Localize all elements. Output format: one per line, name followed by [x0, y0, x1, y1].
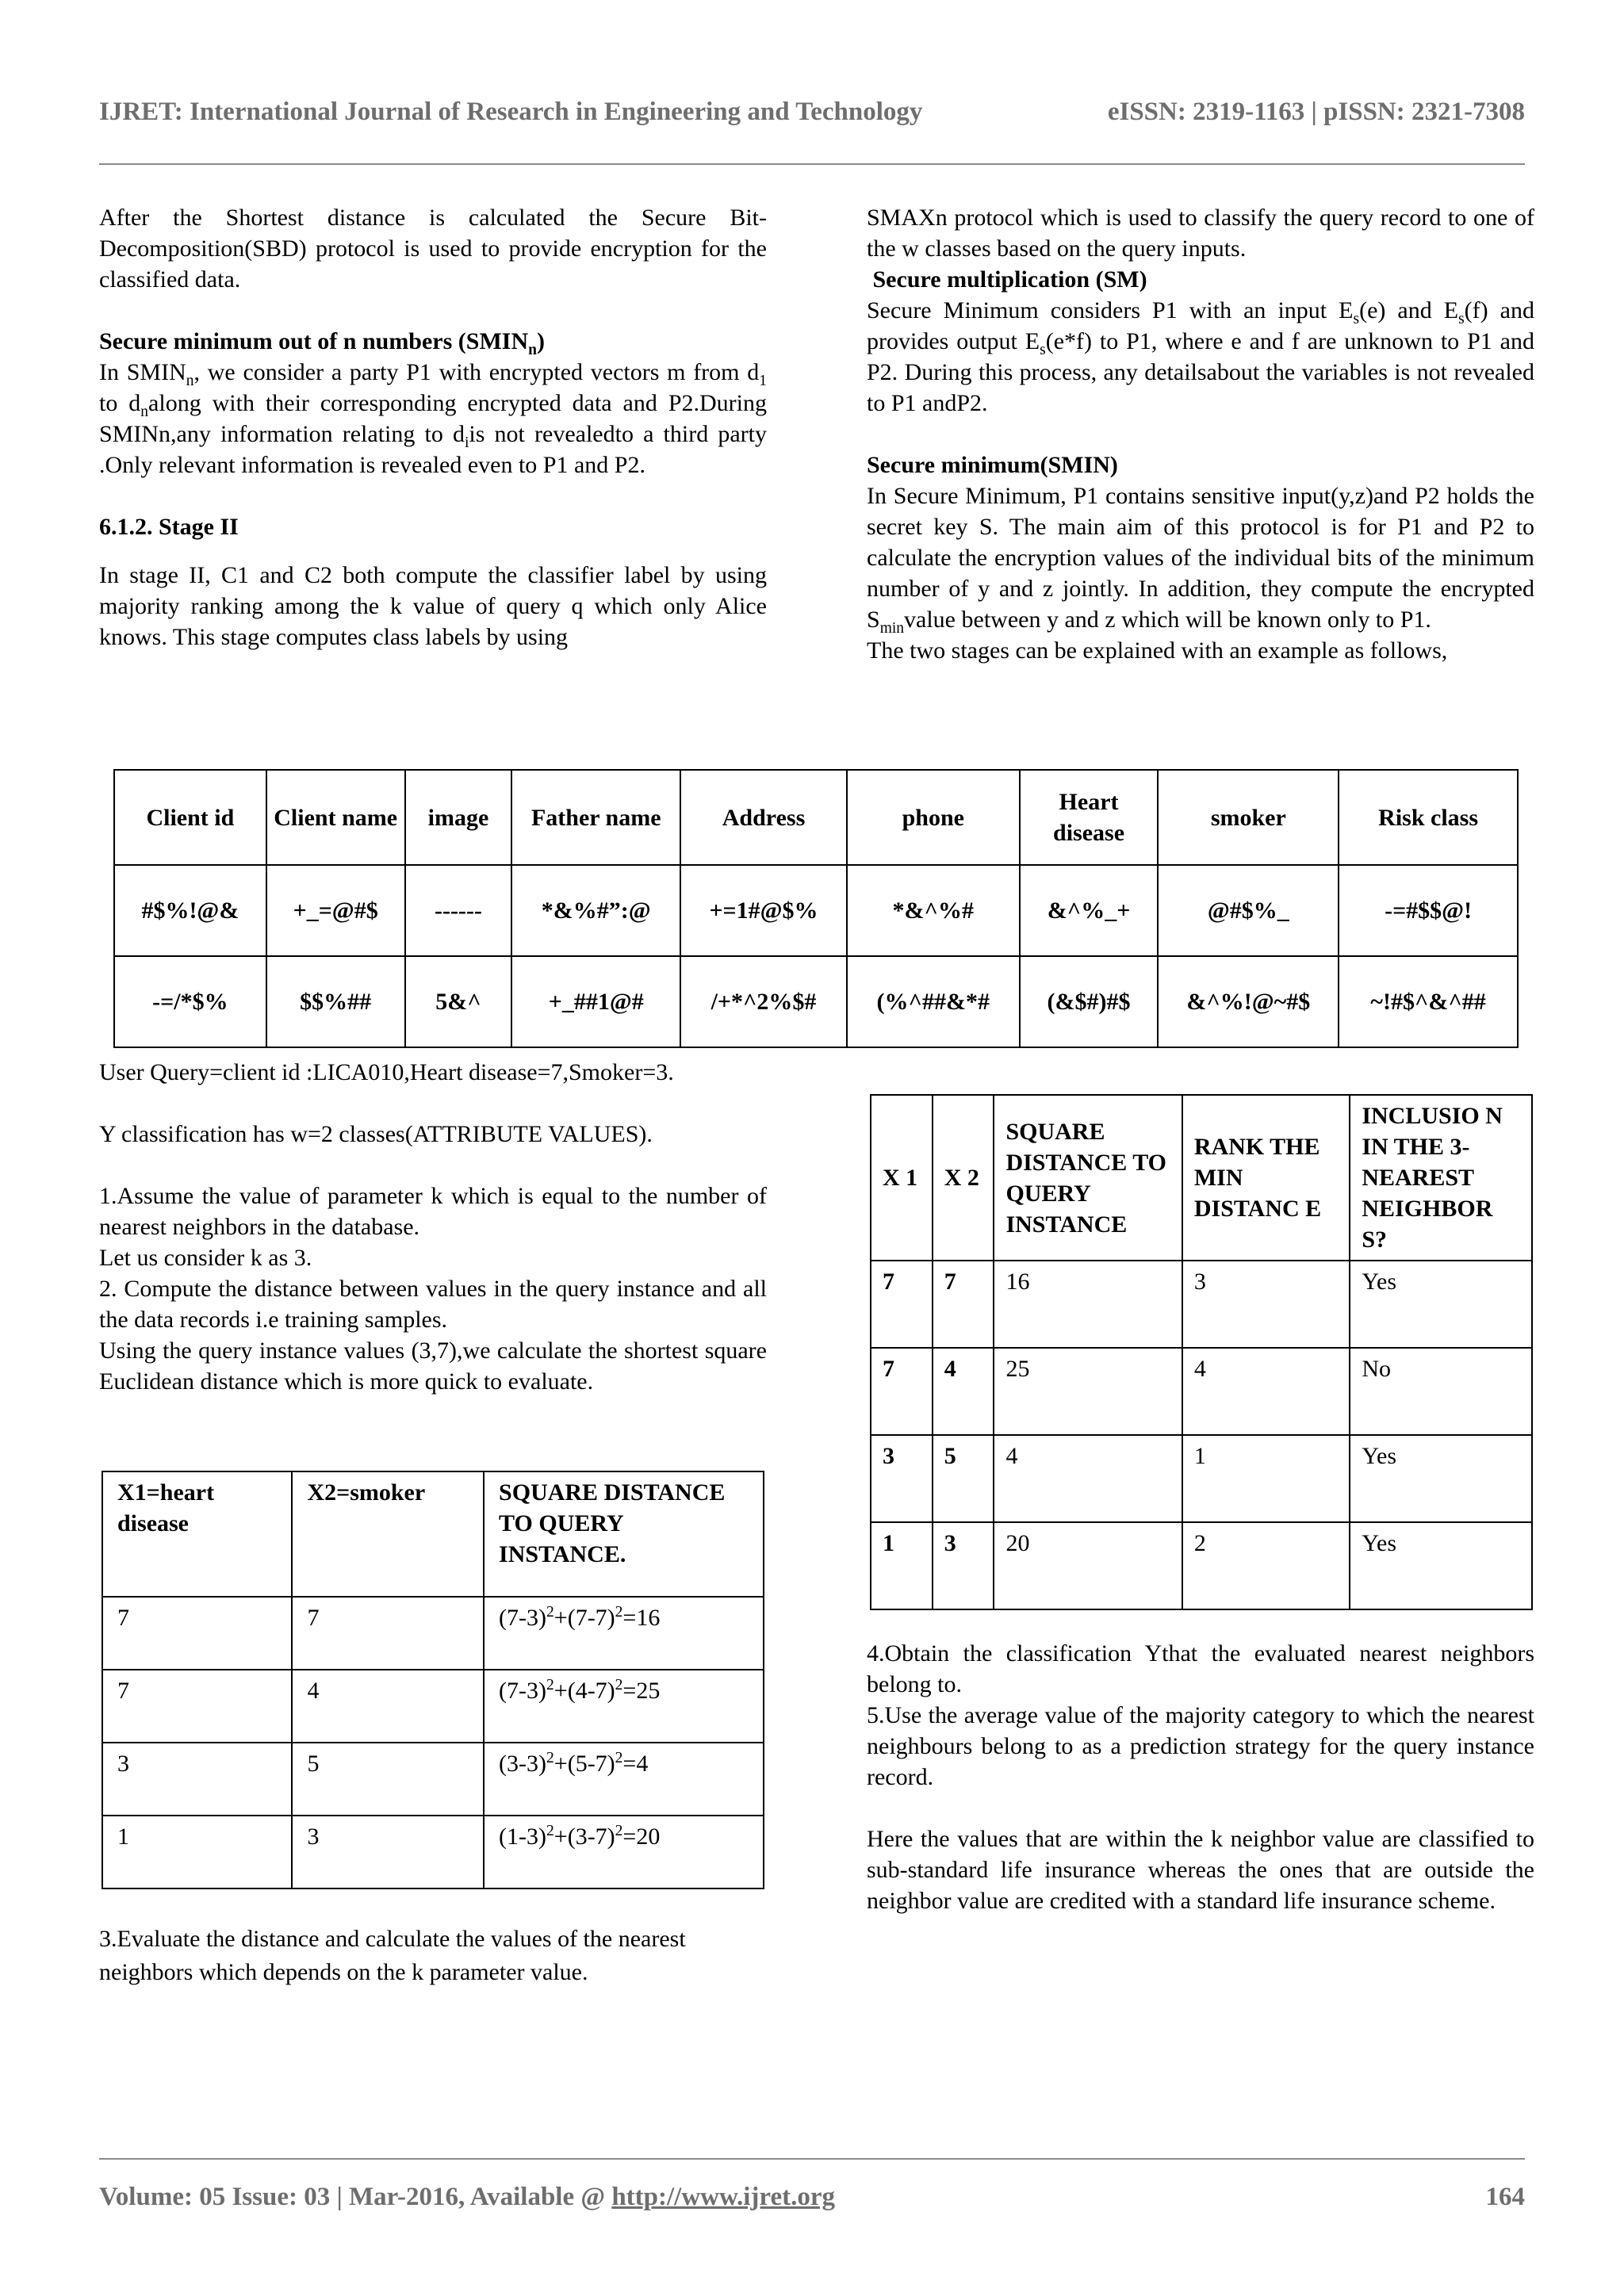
column-header: phone	[847, 770, 1020, 865]
table-cell: &^%!@~#$	[1158, 956, 1339, 1047]
column-header: image	[405, 770, 512, 865]
header-rule	[99, 163, 1525, 165]
paragraph: 1.Assume the value of parameter k which is equal to the number of nearest neighbors in the database.	[99, 1183, 767, 1240]
table-cell: $(7-3)^2+(4-7)^2=25$	[484, 1670, 764, 1743]
paragraph: 4.Obtain the classification Ythat the evaluated nearest neighbors belong to.	[867, 1640, 1534, 1697]
paragraph: Secure Minimum considers P1 with an input $E_s(e)$ and $E_s(f)$ and provides output $E_s(e*f)$ to P1, where e and f are unknown to P1 and P2. During this process, any detailsabout the variables is not revealed to P1 andP2.	[867, 297, 1534, 416]
paragraph: User Query=client id :LICA010,Heart disease=7,Smoker=3.	[99, 1059, 674, 1085]
table-cell: #$%!@&	[114, 865, 266, 956]
column-header: X 1	[871, 1095, 933, 1261]
table-cell: 20	[994, 1522, 1182, 1609]
table-cell: ~!#$^&^##	[1339, 956, 1518, 1047]
table-cell: +_=@#$	[266, 865, 405, 956]
table-row	[114, 865, 1518, 956]
table-row	[102, 1816, 764, 1888]
paragraph: Using the query instance values (3,7),we calculate the shortest square Euclidean distance which is more quick to evaluate.	[99, 1337, 767, 1395]
table-cell: $(7-3)^2+(7-7)^2=16$	[484, 1597, 764, 1670]
table-cell: 7	[871, 1348, 933, 1435]
table-cell: 4	[292, 1670, 484, 1743]
nearest-neighbor-table	[870, 1094, 1533, 1610]
table-cell: $(1-3)^2+(3-7)^2=20$	[484, 1816, 764, 1888]
column-header: X1=heart disease	[102, 1471, 292, 1597]
paragraph: Y classification has w=2 classes(ATTRIBUTE VALUES).	[99, 1121, 653, 1147]
table-row	[871, 1348, 1532, 1435]
table-cell: 1	[102, 1816, 292, 1888]
table-cell: 7	[102, 1670, 292, 1743]
table-cell: 2	[1182, 1522, 1350, 1609]
column-header: Client name	[266, 770, 405, 865]
table-row	[871, 1261, 1532, 1348]
table-header-row	[102, 1471, 764, 1597]
table-row	[102, 1743, 764, 1816]
table-cell: 4	[994, 1435, 1182, 1522]
left-column-top	[99, 202, 767, 652]
column-header: X2=smoker	[292, 1471, 484, 1597]
table-cell: 3	[1182, 1261, 1350, 1348]
table-cell: 5	[292, 1743, 484, 1816]
paragraph: In Secure Minimum, P1 contains sensitive input(y,z)and P2 holds the secret key S. The main aim of this protocol is for P1 and P2 to calculate the encryption values of the individual bits of the minimum number of y and z jointly. In addition, they compute the encrypted $S_{min}value$ between y and z which will be known only to P1.	[867, 483, 1534, 637]
table-cell: Yes	[1350, 1261, 1532, 1348]
column-header: Father name	[511, 770, 680, 865]
table-cell: (&$#)#$	[1020, 956, 1159, 1047]
paragraph: 2. Compute the distance between values in the query instance and all the data records i.e training samples.	[99, 1276, 767, 1333]
table-cell: Yes	[1350, 1435, 1532, 1522]
column-header: INCLUSIO N IN THE 3-NEAREST NEIGHBOR S?	[1350, 1095, 1532, 1261]
table-cell: No	[1350, 1348, 1532, 1435]
table-cell: 7	[933, 1261, 994, 1348]
paragraph: SMAXn protocol which is used to classify the query record to one of the w classes based on the query inputs.	[867, 205, 1534, 262]
table-cell: 16	[994, 1261, 1182, 1348]
section-heading: 6.1.2. Stage II	[99, 514, 239, 540]
column-header: SQUARE DISTANCE TO QUERY INSTANCE.	[484, 1471, 764, 1597]
section-heading: Secure minimum out of n numbers $(SMIN_n)$	[99, 328, 545, 358]
table-cell: 7	[102, 1597, 292, 1670]
page-footer	[99, 2182, 1525, 2221]
table-row	[114, 956, 1518, 1047]
table-header-row	[871, 1095, 1532, 1261]
right-column-top	[867, 202, 1534, 666]
table-cell: 3	[871, 1435, 933, 1522]
table-cell: 7	[871, 1261, 933, 1348]
table-cell: 3	[292, 1816, 484, 1888]
table-row	[102, 1670, 764, 1743]
table-cell: @#$%_	[1158, 865, 1339, 956]
table-cell: *&^%#	[847, 865, 1020, 956]
column-header: SQUARE DISTANCE TO QUERY INSTANCE	[994, 1095, 1182, 1261]
table-row	[102, 1597, 764, 1670]
paragraph: 5.Use the average value of the majority category to which the nearest neighbours belong to as a prediction strategy for the query instance record.	[867, 1702, 1534, 1790]
journal-link[interactable]: http://www.ijret.org	[611, 2183, 835, 2211]
table-cell: $$%##	[266, 956, 405, 1047]
column-header: X 2	[933, 1095, 994, 1261]
section-heading: Secure minimum(SMIN)	[867, 452, 1118, 478]
journal-title: IJRET: International Journal of Research in Engineering and Technology	[99, 98, 923, 126]
table-cell: Yes	[1350, 1522, 1532, 1609]
table-cell: *&%#”:@	[511, 865, 680, 956]
table-cell: +=1#@$%	[680, 865, 847, 956]
paragraph: The two stages can be explained with an example as follows,	[867, 637, 1448, 664]
paragraph: 3.Evaluate the distance and calculate the values of the nearest neighbors which depends on the k parameter value.	[99, 1926, 686, 1985]
footer-volume: Volume: 05 Issue: 03 | Mar-2016, Available @ http://www.ijret.org	[99, 2183, 835, 2211]
column-header: Heart disease	[1020, 770, 1159, 865]
table-cell: 5&^	[405, 956, 512, 1047]
page-number: 164	[1485, 2183, 1525, 2211]
left-column-bottom	[99, 1057, 767, 1397]
table-header-row	[114, 770, 1518, 865]
column-header: Address	[680, 770, 847, 865]
table-cell: 5	[933, 1435, 994, 1522]
table-cell: -=/*$%	[114, 956, 266, 1047]
footer-rule	[99, 2158, 1525, 2160]
table-row	[871, 1522, 1532, 1609]
left-column-step3	[99, 1923, 767, 1989]
table-cell: 7	[292, 1597, 484, 1670]
right-column-bottom	[867, 1638, 1534, 1916]
page-header	[99, 97, 1525, 136]
column-header: RANK THE MIN DISTANC E	[1182, 1095, 1350, 1261]
table-cell: 1	[1182, 1435, 1350, 1522]
table-cell: $(3-3)^2+(5-7)^2=4$	[484, 1743, 764, 1816]
paragraph: In stage II, C1 and C2 both compute the classifier label by using majority ranking among the k value of query q which only Alice knows. This stage computes class labels by using	[99, 562, 767, 650]
table-cell: 3	[102, 1743, 292, 1816]
table-cell: &^%_+	[1020, 865, 1159, 956]
paragraph: Here the values that are within the k neighbor value are classified to sub-standard life insurance whereas the ones that are outside the neighbor value are credited with a standard life insurance scheme.	[867, 1826, 1534, 1914]
column-header: smoker	[1158, 770, 1339, 865]
paragraph: After the Shortest distance is calculated the Secure Bit-Decomposition(SBD) protocol is used to provide encryption for the classified data.	[99, 205, 767, 293]
column-header: Client id	[114, 770, 266, 865]
paragraph: In $SMIN_n$, we consider a party P1 with encrypted vectors m from $d_1$ to $d_nalong$ with their corresponding encrypted data and P2.During SMINn,any information relating to $d_iis$ not revealedto a third party .Only relevant information is revealed even to P1 and P2.	[99, 359, 768, 478]
client-records-table	[113, 769, 1519, 1048]
table-cell: 1	[871, 1522, 933, 1609]
table-cell: ------	[405, 865, 512, 956]
table-cell: 4	[933, 1348, 994, 1435]
table-cell: -=#$$@!	[1339, 865, 1518, 956]
table-cell: 25	[994, 1348, 1182, 1435]
column-header: Risk class	[1339, 770, 1518, 865]
paragraph: Let us consider k as 3.	[99, 1245, 312, 1271]
square-distance-table	[102, 1471, 764, 1889]
table-cell: 3	[933, 1522, 994, 1609]
issn: eISSN: 2319-1163 | pISSN: 2321-7308	[1107, 98, 1525, 126]
table-cell: /+*^2%$#	[680, 956, 847, 1047]
table-cell: +_##1@#	[511, 956, 680, 1047]
table-row	[871, 1435, 1532, 1522]
table-cell: 4	[1182, 1348, 1350, 1435]
table-cell: (%^##&*#	[847, 956, 1020, 1047]
section-heading: Secure multiplication (SM)	[872, 266, 1147, 293]
